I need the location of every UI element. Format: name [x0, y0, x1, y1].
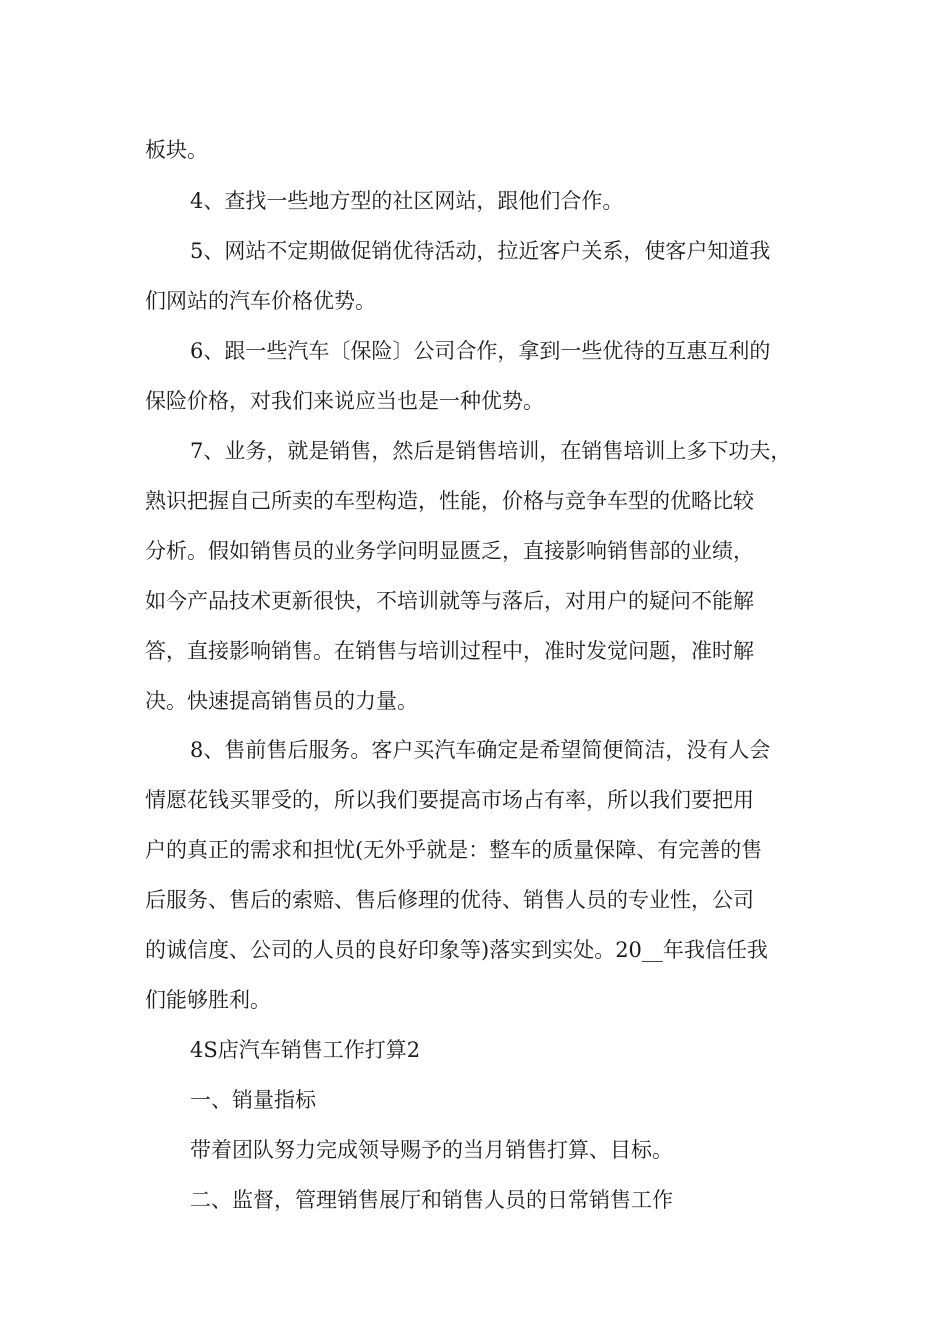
- section-title: 4S店汽车销售工作打算2: [190, 1038, 421, 1062]
- text-line: 决。快速提高销售员的力量。: [145, 689, 418, 713]
- text-line: 答，直接影响销售。在销售与培训过程中，准时发觉问题，准时解: [145, 639, 754, 663]
- text-line: 4、查找一些地方型的社区网站，跟他们合作。: [190, 189, 624, 213]
- text-line: 们能够胜利。: [145, 988, 271, 1012]
- section-heading: 二、监督，管理销售展厅和销售人员的日常销售工作: [190, 1188, 673, 1212]
- text-line: 后服务、售后的索赔、售后修理的优待、销售人员的专业性，公司: [145, 888, 754, 912]
- text-line: 带着团队努力完成领导赐予的当月销售打算、目标。: [190, 1138, 673, 1162]
- text-line: 8、售前售后服务。客户买汽车确定是希望简便简洁，没有人会: [190, 738, 771, 762]
- text-line: 6、跟一些汽车〔保险〕公司合作，拿到一些优待的互惠互利的: [190, 339, 771, 363]
- text-line: 情愿花钱买罪受的，所以我们要提高市场占有率，所以我们要把用: [145, 788, 754, 812]
- text-line: 5、网站不定期做促销优待活动，拉近客户关系，使客户知道我: [190, 239, 771, 263]
- text-line: 如今产品技术更新很快，不培训就等与落后，对用户的疑问不能解: [145, 589, 754, 613]
- text-line: 7、业务，就是销售，然后是销售培训，在销售培训上多下功夫，: [190, 439, 792, 463]
- text-line: 熟识把握自己所卖的车型构造，性能，价格与竞争车型的优略比较: [145, 489, 754, 513]
- text-line: 的诚信度、公司的人员的良好印象等)落实到实处。20__年我信任我: [145, 938, 768, 962]
- text-line: 分析。假如销售员的业务学问明显匮乏，直接影响销售部的业绩，: [145, 539, 754, 563]
- text-line: 户的真正的需求和担忧(无外乎就是：整车的质量保障、有完善的售: [145, 838, 763, 862]
- section-heading: 一、销量指标: [190, 1088, 316, 1112]
- text-line: 板块。: [145, 138, 208, 162]
- text-line: 们网站的汽车价格优势。: [145, 289, 376, 313]
- text-line: 保险价格，对我们来说应当也是一种优势。: [145, 389, 544, 413]
